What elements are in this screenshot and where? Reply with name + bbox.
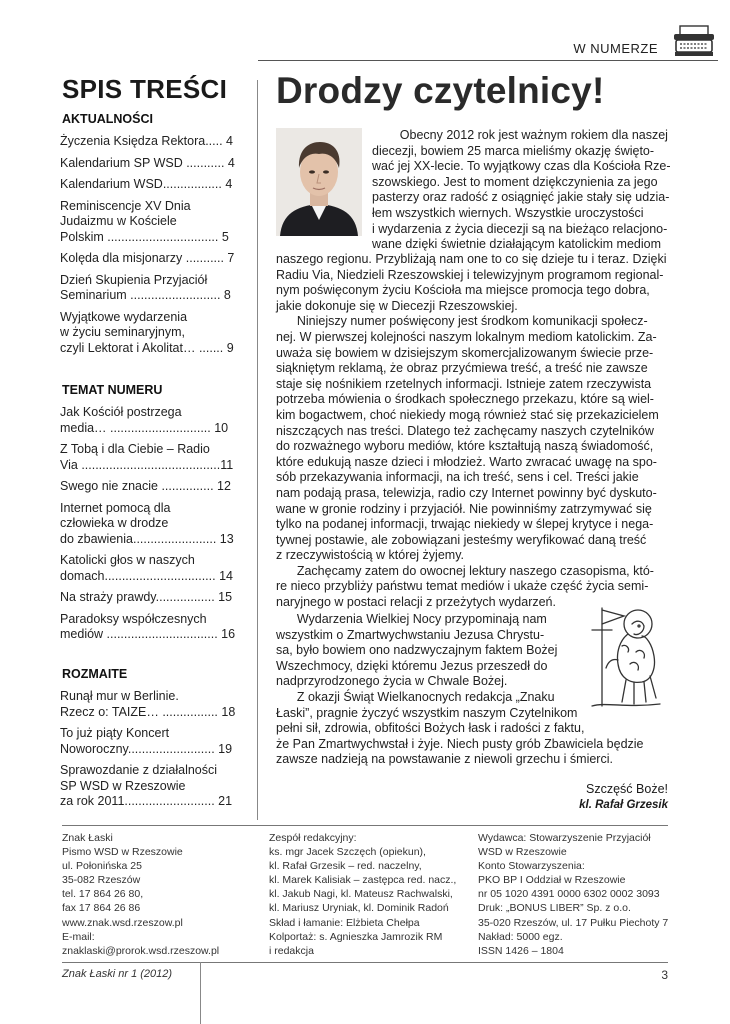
- typewriter-icon: [672, 24, 716, 58]
- easter-lamb-illustration: [586, 602, 666, 712]
- toc-entry-line: Na straży prawdy................. 15: [60, 590, 233, 604]
- toc-entry[interactable]: [60, 156, 245, 172]
- toc-entry-line: Z Tobą i dla Ciebie – Radio: [60, 442, 210, 456]
- toc-entry-line: media… ............................. 10: [60, 420, 229, 435]
- article-body: naszego regionu. Przybliżają nam one to co się dzieje tu i teraz. Dzięki Radiu Via, Niedzieli Rzeszowskiej i telewizyjnym programom regional- nym poświęconym życiu Kościoła ma miejsce promocja tego dobra, jakie dokonuje się w Diecezji Rzeszowskiej. Niniejszy numer poświęcony jest środkom komunikacji społecz- nej. W pierwszej kolejności naszym lokalnym mediom katolickim. Za- uważa się bowiem w dzisiejszym skomercjalizowanym świecie prze- siąkniętym reklamą, że obraz przyćmiewa treść, a treść nie zawsze staje się nośnikiem rzetelnych informacji. Istnieje zatem rzeczywista potrzeba mówienia o środkach społecznego przekazu, które są wiel- kim bogactwem, choć niekiedy mogą również stać się przekazicielem niszczących nas treści. Dlatego też zachęcamy naszych czytelników do rozważnego wyboru mediów, które kształtują naszą świadomość, które edukują nasze dzieci i młodzież. Warto zwracać uwagę na spo- sób przekazywania informacji, na ich treść, sens i cel. Treści jakie nam podają prasa, telewizja, radio czy Internet powinny być dyskuto- wane w gronie rodziny i przyjaciół. Nie powinniśmy zatrzymywać się tylko na podanej informacji, trwając niekiedy w ślepej krytyce i nega- tywnej postawie, ale zobowiązani jesteśmy weryfikować daną treść z rzeczywistością w której żyjemy. Zachęcamy zatem do owocnej lektury naszego czasopisma, któ- re nieco przybliży państwu temat mediów i ukaże część życia semi- naryjnego w postaci relacji z przeżytych wydarzeń.: [276, 252, 667, 610]
- article-intro-paragraph: Obecny 2012 rok jest ważnym rokiem dla naszej diecezji, bowiem 25 marca mieliśmy okazję święto- wać jej XX-lecie. To wyjątkowy czas dla Kościoła Rze- szowskiego. Jest to moment dziękczynienia za jego pasterzy oraz radość z osiągnięć jakie stały się udzia- łem wszystkich wiernych. Wszystkie uroczystości i wydarzenia z życia diecezji są na bieżąco relacjono- wane dzięki świetnie działającym katolickim mediom: [372, 128, 671, 252]
- toc-entry-line: czyli Lektorat i Akolitat… ....... 9: [60, 340, 234, 355]
- toc-entry-line: człowieka w drodze: [60, 516, 169, 530]
- toc-entry[interactable]: [60, 310, 245, 357]
- toc-entry-line: za rok 2011.......................... 21: [60, 794, 233, 808]
- toc-entry-line: Rzecz o: TAIZE… ................ 18: [60, 704, 236, 719]
- toc-entry[interactable]: [60, 553, 245, 584]
- toc-entry-line: Kalendarium WSD................. 4: [60, 177, 233, 191]
- toc-entry[interactable]: [60, 405, 245, 436]
- toc-entry[interactable]: [60, 689, 245, 720]
- toc-entry-line: mediów ................................ 16: [60, 627, 236, 641]
- article-headline: Drodzy czytelnicy!: [276, 70, 605, 111]
- footer-editorial-team: Zespół redakcyjny: ks. mgr Jacek Szczęch (opiekun), kl. Rafał Grzesik – red. naczelny, kl. Marek Kalisiak – zastępca red. nacz., kl. Jakub Nagi, kl. Mateusz Rachwalski, kl. Mariusz Uryniak, kl. Dominik Radoń Skład i łamanie: Elżbieta Chełpa Kolportaż: s. Agnieszka Jamrozik RM i redakcja: [269, 832, 457, 957]
- toc-entry-line: Życzenia Księdza Rektora..... 4: [60, 134, 233, 148]
- toc-section-heading: ROZMAITE: [62, 667, 128, 681]
- toc-entry-line: Swego nie znacie ............... 12: [60, 479, 231, 493]
- toc-entry[interactable]: [60, 479, 245, 495]
- toc-entry[interactable]: [60, 177, 245, 193]
- footer-rule: [62, 825, 668, 826]
- toc-entry[interactable]: [60, 442, 245, 473]
- toc-section-heading: TEMAT NUMERU: [62, 383, 163, 397]
- toc-entry[interactable]: [60, 726, 245, 757]
- toc-entry[interactable]: [60, 251, 245, 267]
- toc-entry-line: Dzień Skupienia Przyjaciół: [60, 272, 208, 287]
- journal-issue: Znak Łaski nr 1 (2012): [62, 968, 173, 980]
- toc-section-heading: AKTUALNOŚCI: [62, 112, 153, 126]
- toc-entry-line: Paradoksy współczesnych: [60, 611, 207, 626]
- footer-divider: [200, 962, 201, 1024]
- footer-bottom-rule: [62, 962, 668, 963]
- toc-entry-line: Kolęda dla misjonarzy ........... 7: [60, 251, 235, 265]
- header-rule: [258, 60, 718, 61]
- toc-entry[interactable]: [60, 273, 245, 304]
- toc-entry-line: Internet pomocą dla: [60, 500, 171, 515]
- page-number: 3: [661, 968, 668, 982]
- footer-contact: Znak Łaski Pismo WSD w Rzeszowie ul. Połonińska 25 35-082 Rzeszów tel. 17 864 26 80, fax 17 864 26 86 www.znak.wsd.rzeszow.pl E-mail: znaklaski@prorok.wsd.rzeszow.pl: [62, 832, 220, 957]
- toc-entry[interactable]: [60, 590, 245, 606]
- toc-entry-line: Kalendarium SP WSD ........... 4: [60, 155, 235, 170]
- easter-wishes-paragraph: Wydarzenia Wielkiej Nocy przypominają nam wszystkim o Zmartwychwstaniu Jezusa Chrystu- sa, było bowiem ono nadzwyczajnym faktem Bożej Wszechmocy, dzięki któremu Jezus przeszedł do nadprzyrodzonego życia w Chwale Bożej. Z okazji Świąt Wielkanocnych redakcja „Znaku Łaski”, pragnie życzyć wszystkim naszym Czytelnikom pełni sił, zdrowia, obfitości Bożych łask i radości z faktu, że Pan Zmartwychwstał i żyje. Niech pusty grób Zbawiciela będzie zawsze nadzieją na powstawanie z niewoli grzechu i śmierci.: [276, 612, 644, 767]
- toc-entry-line: SP WSD w Rzeszowie: [60, 778, 186, 793]
- author-signature: kl. Rafał Grzesik: [579, 799, 668, 811]
- toc-entry-line: domach................................ 14: [60, 568, 233, 583]
- author-photo: [276, 128, 362, 236]
- toc-entry-line: Sprawozdanie z działalności: [60, 763, 218, 777]
- toc-entry-line: Reminiscencje XV Dnia: [60, 198, 191, 213]
- footer-publisher: Wydawca: Stowarzyszenie Przyjaciół WSD w Rzeszowie Konto Stowarzyszenia: PKO BP I Oddział w Rzeszowie nr 05 1020 4391 0000 6302 0002 3093 Druk: „BONUS LIBER” Sp. z o.o. 35-020 Rzeszów, ul. 17 Pułku Piechoty 7 Nakład: 5000 egz. ISSN 1426 – 1804: [478, 832, 669, 957]
- toc-entry-line: Via ........................................11: [60, 457, 234, 472]
- closing-greeting: Szczęść Boże!: [586, 782, 668, 796]
- toc-entry-line: Seminarium .......................... 8: [60, 288, 231, 302]
- toc-entry-line: Noworoczny......................... 19: [60, 741, 233, 756]
- toc-entry[interactable]: [60, 199, 245, 246]
- toc-entry-line: To już piąty Koncert: [60, 726, 170, 740]
- toc-entry-line: Wyjątkowe wydarzenia: [60, 309, 188, 324]
- toc-entry[interactable]: [60, 501, 245, 548]
- toc-entry-line: Jak Kościół postrzega: [60, 405, 182, 419]
- toc-entry-line: Polskim ................................ 5: [60, 229, 229, 244]
- toc-entry-line: Runął mur w Berlinie.: [60, 689, 179, 703]
- column-divider: [257, 80, 258, 820]
- toc-entry[interactable]: [60, 612, 245, 643]
- toc-entry-line: w życiu seminaryjnym,: [60, 325, 186, 339]
- toc-entry[interactable]: [60, 134, 245, 150]
- toc-entry[interactable]: [60, 763, 245, 810]
- toc-entry-line: do zbawienia........................ 13: [60, 531, 234, 546]
- toc-title: SPIS TREŚCI: [62, 74, 228, 104]
- toc-entry-line: Katolicki głos w naszych: [60, 553, 195, 567]
- toc-entry-line: Judaizmu w Kościele: [60, 214, 177, 228]
- section-label: W NUMERZE: [573, 41, 658, 56]
